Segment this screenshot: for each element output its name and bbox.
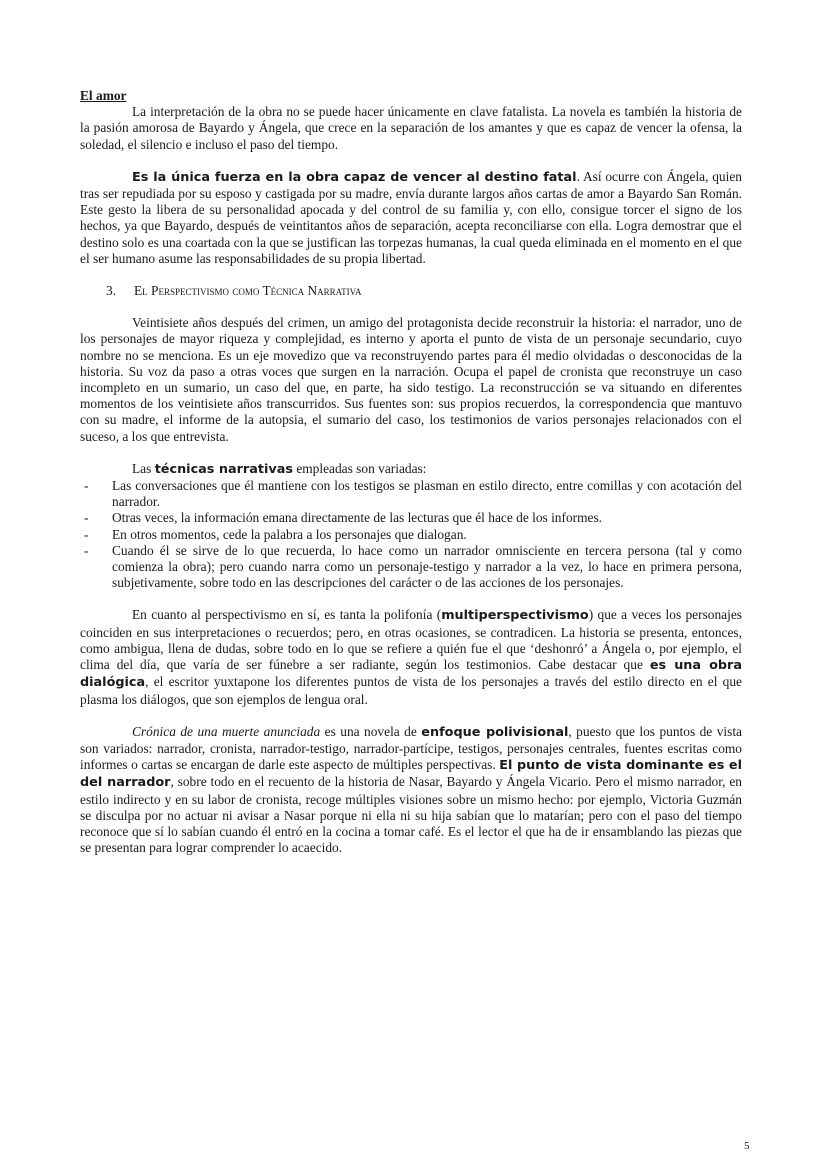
section-number: 3. — [106, 283, 117, 299]
list-item: - Otras veces, la información emana directamente de las lecturas que él hace de los informes. — [80, 510, 742, 526]
text: empleadas son variadas: — [292, 460, 427, 476]
bold-phrase: técnicas narrativas — [154, 461, 293, 477]
document-body — [80, 88, 742, 856]
paragraph-text: . Así ocurre con Ángela, quien tras ser repudiada por su esposo y castigada por su madre, envía durante largos años cartas de amor a Bayardo San Román. Este gesto la libera de su personalidad apocada y del control de su familia y, con ello, consigue torcer el signo de los hechos, ya que Bayardo, después de veintitantos años de separación, acepta reconciliarse con ella. Logra demostrar que el destino solo es una coartada con la que se justifican las torpezas humanas, la cual queda eliminada en el momento en el que el ser humano asume las responsabilidades de su propia libertad. — [80, 168, 742, 266]
tecnicas-list — [80, 478, 742, 591]
section-title-3 — [80, 283, 742, 299]
page-number: 5 — [744, 1140, 750, 1152]
paragraph-tecnicas-intro — [80, 461, 742, 478]
paragraph-perspectivismo — [80, 607, 742, 707]
list-item: - En otros momentos, cede la palabra a los personajes que dialogan. — [80, 527, 742, 543]
bold-phrase: multiperspectivismo — [441, 608, 589, 624]
list-item: - Las conversaciones que él mantiene con los testigos se plasman en estilo directo, entre comillas y con acotación del narrador. — [80, 478, 742, 510]
text: , puesto que los puntos de vista son variados: narrador, cronista, narrador-testigo, narrador-partícipe, testigos, personajes centrales, fuentes escritas como informes o cartas se encargan de darle este aspecto de múltiples perspectivas. — [80, 723, 743, 773]
bold-phrase: Es la única fuerza en la obra capaz de vencer al destino fatal — [132, 169, 577, 185]
text: es una novela de — [320, 723, 422, 739]
bold-phrase: El punto de vista dominante es el del narrador — [80, 758, 742, 791]
text: ) que a veces los personajes coinciden en sus interpretaciones o recuerdos; pero, en otras ocasiones, se contradicen. La historia se presenta, entonces, como ambigua, llena de dudas, sobre todo en lo que se refiere a quién fue el que ‘deshonró’ a Ángela o, por ejemplo, el clima del día, que varía de ser fúnebre a ser radiante, según los testimonios. Cabe destacar que — [80, 607, 743, 673]
section-title-text: El Perspectivismo como Técnica Narrativa — [134, 283, 362, 299]
paragraph-amor-1: La interpretación de la obra no se puede hacer únicamente en clave fatalista. La novela es también la historia de la pasión amorosa de Bayardo y Ángela, que crece en la separación de los amantes y que es capaz de vencer la ofensa, la soledad, el silencio e incluso el paso del tiempo. — [80, 104, 742, 152]
bold-phrase: es una obra dialógica — [80, 658, 743, 691]
book-title: Crónica de una muerte anunciada — [132, 723, 321, 739]
paragraph-narrador: Veintisiete años después del crimen, un amigo del protagonista decide reconstruir la historia: el narrador, uno de los personajes de mayor riqueza y complejidad, es interno y aporta el punto de vista de un personaje secundario, cuyo nombre no se menciona. Es un eje movedizo que va reconstruyendo partes para él medio olvidadas o desconocidas de la historia. Su voz da paso a otras voces que surgen en la narración. Ocupa el papel de cronista que reconstruye un caso incompleto en un sumario, un caso del que, en parte, ha sido testigo. La reconstrucción se va situando en diferentes momentos de los veintisiete años transcurridos. Sus fuentes son: sus propios recuerdos, la correspondencia que mantuvo con su madre, el informe de la autopsia, el sumario del caso, los testimonios de varios personajes relacionados con el suceso, a los que entrevista. — [80, 315, 742, 444]
paragraph-enfoque — [80, 724, 742, 857]
text: En cuanto al perspectivismo en sí, es tanta la polifonía ( — [132, 607, 442, 623]
section-heading-amor: El amor — [80, 88, 127, 103]
text: Las — [132, 460, 155, 476]
text: , sobre todo en el recuento de la historia de Nasar, Bayardo y Ángela Vicario. Pero el mismo narrador, en estilo indirecto y en su labor de cronista, recoge múltiples visiones sobre un mismo hecho: por ejemplo, Victoria Guzmán se disculpa por no actuar ni avisar a Nasar porque ni ella ni su hija sabían que lo matarían; pero con el paso del tiempo reconoce que sí lo sabían cuando él entró en la cocina a tomar café. Es el lector el que ha de ir ensamblando las piezas que se presentan para lograr comprender lo acaecido. — [80, 774, 742, 856]
bold-phrase: enfoque polivisional — [421, 724, 569, 740]
paragraph-amor-2 — [80, 169, 742, 267]
text: , el escritor yuxtapone los diferentes puntos de vista de los personajes a través del estilo directo en el que plasma los diálogos, que son ejemplos de lengua oral. — [80, 674, 742, 707]
list-item: - Cuando él se sirve de lo que recuerda, lo hace como un narrador omnisciente en tercera persona (tal y como comienza la obra); pero cuando narra como un personaje-testigo y narrador a la vez, lo hace en primera persona, subjetivamente, sobre todo en las descripciones del carácter o de las acciones de los personajes. — [80, 543, 742, 592]
